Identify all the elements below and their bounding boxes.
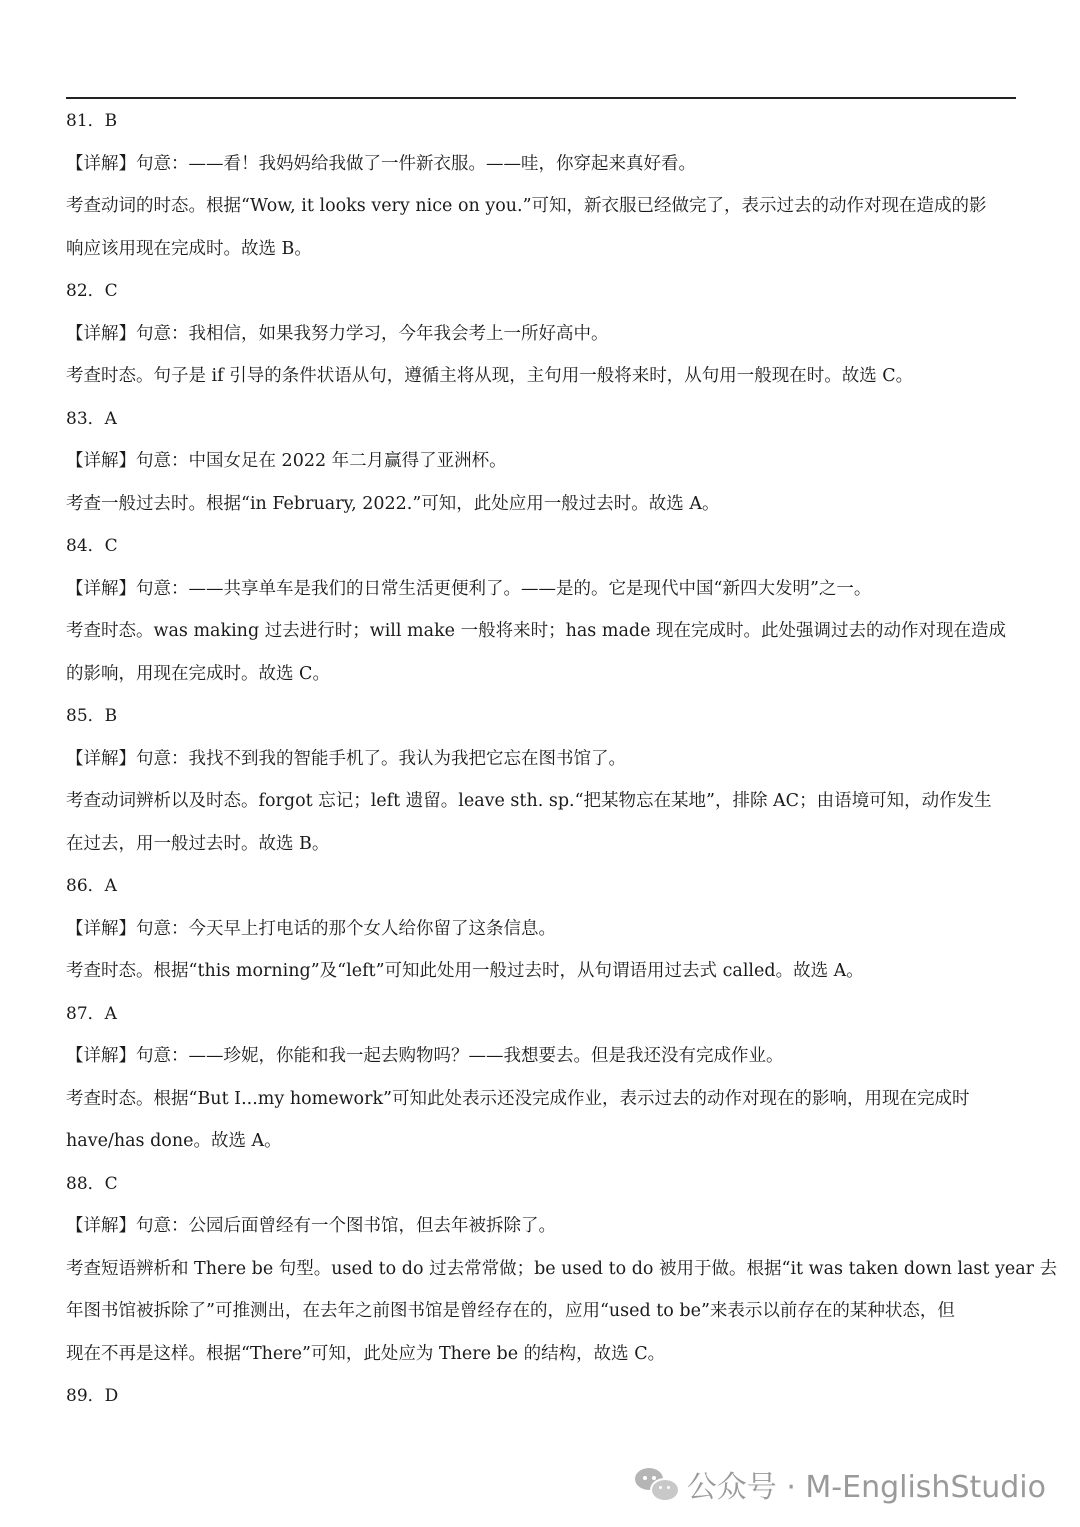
explanation-85-line-1: 【详解】句意：我找不到我的智能手机了。我认为我把它忘在图书馆了。 (66, 748, 626, 769)
explanation-83-line-1: 【详解】句意：中国女足在 2022 年二月赢得了亚洲杯。 (66, 451, 507, 471)
explanation-84-line-3: 的影响，用现在完成时。故选 C。 (66, 663, 330, 684)
watermark (635, 1463, 1046, 1505)
watermark-text: 公众号 · M-EnglishStudio (686, 1470, 1046, 1505)
explanation-81-line-3: 响应该用现在完成时。故选 B。 (66, 238, 312, 259)
explanation-87-line-2: 考查时态。根据“But I...my homework”可知此处表示还没完成作业，表示过去的动作对现在的影响，用现在完成时 (66, 1088, 970, 1109)
explanation-88-line-2: 考查短语辨析和 There be 句型。used to do 过去常常做；be used to do 被用于做。根据“it was taken down last year 去 (66, 1258, 1058, 1279)
explanation-86-line-2: 考查时态。根据“this morning”及“left”可知此处用一般过去时，从句谓语用过去式 called。故选 A。 (66, 961, 864, 981)
explanation-88-line-3: 年图书馆被拆除了”可推测出，在去年之前图书馆是曾经存在的，应用“used to be”来表示以前存在的某种状态，但 (66, 1301, 955, 1321)
explanation-82-line-2: 考查时态。句子是 if 引导的条件状语从句，遵循主将从现，主句用一般将来时，从句用一般现在时。故选 C。 (66, 366, 914, 386)
answer-86: 86．A (66, 876, 117, 896)
answer-81: 81．B (66, 111, 118, 131)
answer-89: 89．D (66, 1386, 119, 1406)
explanation-87-line-3: have/has done。故选 A。 (66, 1131, 282, 1151)
answer-82: 82．C (66, 281, 118, 301)
explanation-86-line-1: 【详解】句意：今天早上打电话的那个女人给你留了这条信息。 (66, 918, 556, 939)
answer-85: 85．B (66, 706, 118, 726)
answer-88: 88．C (66, 1173, 118, 1194)
explanation-88-line-1: 【详解】句意：公园后面曾经有一个图书馆，但去年被拆除了。 (66, 1216, 556, 1236)
explanation-85-line-3: 在过去，用一般过去时。故选 B。 (66, 833, 330, 854)
wechat-icon (635, 1466, 679, 1502)
answer-83: 83．A (66, 408, 117, 429)
header-rule (66, 97, 1016, 99)
explanation-88-line-4: 现在不再是这样。根据“There”可知，此处应为 There be 的结构，故选 C。 (66, 1343, 666, 1364)
answer-84: 84．C (66, 536, 118, 556)
answer-list (66, 105, 1058, 1423)
explanation-81-line-2: 考查动词的时态。根据“Wow, it looks very nice on you.”可知，新衣服已经做完了，表示过去的动作对现在造成的影 (66, 196, 987, 216)
explanation-81-line-1: 【详解】句意：——看！我妈妈给我做了一件新衣服。——哇，你穿起来真好看。 (66, 153, 696, 174)
answer-87: 87．A (66, 1003, 117, 1024)
explanation-84-line-1: 【详解】句意：——共享单车是我们的日常生活更便利了。——是的。它是现代中国“新四大发明”之一。 (66, 578, 872, 599)
explanation-84-line-2: 考查时态。was making 过去进行时；will make 一般将来时；has made 现在完成时。此处强调过去的动作对现在造成 (66, 621, 1006, 641)
explanation-82-line-1: 【详解】句意：我相信，如果我努力学习，今年我会考上一所好高中。 (66, 323, 609, 344)
explanation-83-line-2: 考查一般过去时。根据“in February, 2022.”可知，此处应用一般过去时。故选 A。 (66, 493, 720, 514)
explanation-85-line-2: 考查动词辨析以及时态。forgot 忘记；left 遗留。leave sth. sp.“把某物忘在某地”，排除 AC；由语境可知，动作发生 (66, 791, 992, 811)
explanation-87-line-1: 【详解】句意：——珍妮，你能和我一起去购物吗？——我想要去。但是我还没有完成作业。 (66, 1046, 784, 1066)
